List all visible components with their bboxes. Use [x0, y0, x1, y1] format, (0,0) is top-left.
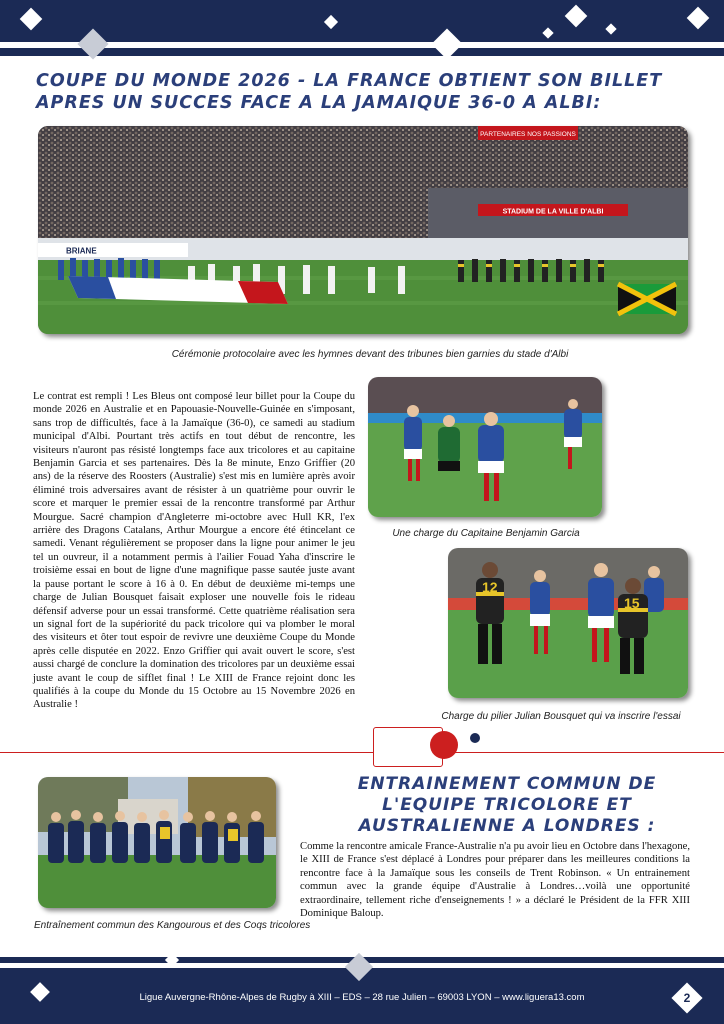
article-title: [36, 70, 696, 114]
garcia-photo-caption: Une charge du Capitaine Benjamin Garcia: [392, 528, 580, 539]
header-banner: [0, 0, 724, 42]
stadium-sign-text: STADIUM DE LA VILLE D'ALBI: [502, 208, 604, 216]
section-separator: [0, 752, 724, 753]
garcia-charge-photo: [368, 377, 602, 517]
footer-diamond-icon: [165, 953, 179, 967]
training-article-body: Comme la rencontre amicale France-Australie n'a pu avoir lieu en Octobre dans l'hexagone, le XIII de France s'est déplacé à Londres pour préparer dans les meilleures conditions la rencontre face à la Jamaïque sous les conseils de Trent Robinson. « Un entrainement commun avec la grande équipe d'Australie à Londres…voilà une opportunité extraordinaire, tellement riche d'enseignements ! » a déclaré le Président de la FFR XIII Dominique Baloup.: [300, 841, 690, 920]
bousquet-charge-photo: [448, 548, 688, 698]
article-title-line-1: COUPE DU MONDE 2026 - LA FRANCE OBTIENT SON BILLET: [36, 71, 663, 91]
partner-sign-text: PARTENAIRES NOS PASSIONS: [480, 131, 576, 138]
article-title-line-2: APRES UN SUCCES FACE A LA JAMAIQUE 36-0 A ALBI:: [36, 93, 602, 113]
advertising-board: [38, 243, 188, 257]
training-title-line-3: AUSTRALIENNE A LONDRES :: [358, 816, 656, 836]
advertising-board-text: BRIANE: [66, 246, 97, 256]
footer-address: Ligue Auvergne-Rhône-Alpes de Rugby à XIII – EDS – 28 rue Julien – 69003 LYON – www.liguera13.com: [139, 992, 585, 1003]
main-photo-caption: Cérémonie protocolaire avec les hymnes devant des tribunes bien garnies du stade d'Albi: [171, 349, 569, 360]
garcia-scene: [368, 377, 602, 517]
separator-red-dot-icon: [430, 731, 458, 759]
header-rule: [0, 48, 724, 56]
bousquet-photo-caption: Charge du pilier Julian Bousquet qui va inscrire l'essai: [441, 711, 681, 722]
bousquet-scene: [448, 548, 688, 698]
stadium-ceremony-photo: [38, 126, 688, 334]
jersey-number: 15: [624, 595, 640, 611]
training-title-line-1: ENTRAINEMENT COMMUN DE: [357, 774, 657, 794]
stadium-scene: [38, 126, 688, 334]
training-scene: [38, 777, 276, 908]
jamaica-flag-icon: [618, 284, 676, 314]
training-article-title: [322, 774, 692, 837]
separator-navy-dot-icon: [470, 733, 480, 743]
page-number-badge: [671, 982, 702, 1013]
training-title-line-2: L'EQUIPE TRICOLORE ET: [382, 795, 632, 815]
jersey-number: 12: [482, 579, 498, 595]
page-number: 2: [683, 991, 691, 1005]
article-body: Le contrat est rempli ! Les Bleus ont composé leur billet pour la Coupe du monde 2026 en Australie et en Papouasie-Nouvelle-Guinée en s'imposant, sans trop de difficultés, face à la Jamaïque (36-0), ce samedi au stadium municipal d'Albi. Pourtant très actifs en tout début de rencontre, les visiteurs n'auront pas résisté longtemps face aux tricolores et au capitaine Benjamin Garcia et ses partenaires. Dès la 8e minute, Enzo Griffier (20 ans) de la réserve des Roosters (Australie) s'est mis en lumière après avoir éliminé trois adversaires avant de résister à un quatrième pour ouvrir le score et marquer le premier essai de la rencontre transformé par Arthur Mourgue. Sacré champion d'Angleterre mi-octobre avec Hull KR, l'ex arrière des Dragons Catalans, Arthur Mourgue a encore été étincelant ce samedi. Venant régulièrement se proposer dans la ligne pour animer le jeu tel un ouvreur, il a notamment permis à l'ailier Fouad Yaha d'inscrire le troisième essai en bout de ligne d'une magnifique passe sautée juste avant la pause portant le score à 16 à 0. En début de deuxième mi-temps une charge de Julian Bousquet faisait exploser une nouvelle fois le rideau défensif adverse pour un essai transformé. Cette quatrième réalisation sera un signal fort de la supériorité du pack tricolore qui va plomber le moral des visiteurs et ôter tout espoir de revivre une deuxième Coupe du Monde après celle disputée en 2022. Enzo Griffier qui avait ouvert le score, s'est aussi chargé de conclure la domination des tricolores par un deuxième essai juste avant le coup de sifflet final ! Le XIII de France rejoint donc les qualifiés à la coupe du Monde du 15 Octobre au 15 Novembre 2026 en Australie !: [33, 391, 355, 711]
training-photo-caption: Entraînement commun des Kangourous et des Coqs tricolores: [34, 920, 311, 931]
training-photo: [38, 777, 276, 908]
